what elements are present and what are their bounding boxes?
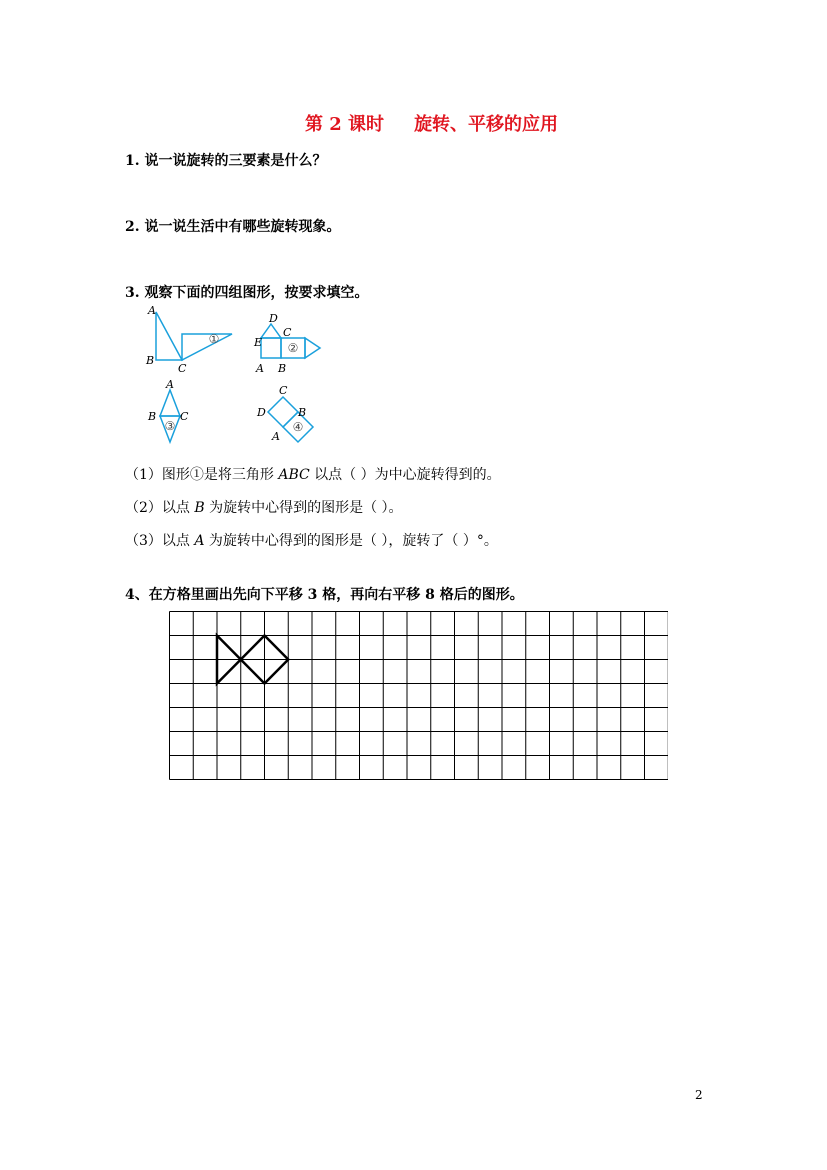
fig2-label-a: A — [256, 362, 264, 375]
question-2: 2. 说一说生活中有哪些旋转现象。 — [125, 219, 341, 235]
figure-3 — [160, 390, 180, 442]
subquestion-3-text-b: 为旋转中心得到的图形是（ ），旋转了（ ）°。 — [204, 533, 498, 549]
fig1-label-a: A — [148, 304, 156, 317]
fig2-label-c: C — [283, 326, 292, 339]
fig2-arrow — [305, 338, 320, 358]
subquestion-3 — [125, 530, 498, 550]
fig1-triangle-abc — [156, 312, 182, 360]
page-number: 2 — [695, 1088, 703, 1102]
question-1: 1. 说一说旋转的三要素是什么？ — [125, 153, 327, 169]
subquestion-1-text-b: 以点（ ）为中心旋转得到的。 — [309, 467, 501, 483]
subquestion-2 — [125, 497, 403, 517]
subquestion-2-text-b: 为旋转中心得到的图形是（ ）。 — [204, 500, 403, 516]
rotation-figures — [140, 302, 340, 452]
fig4-label-c: C — [279, 384, 288, 397]
fig2-number: ② — [287, 341, 299, 355]
subquestion-3-text-a: （3）以点 — [125, 533, 195, 549]
lesson-label: 第 2 课时 — [305, 114, 385, 135]
fig4-label-d: D — [257, 406, 266, 419]
page-title — [305, 110, 558, 136]
subquestion-1 — [125, 464, 501, 484]
fig2-label-d: D — [269, 312, 278, 325]
subquestion-3-var: A — [194, 533, 205, 549]
fig3-label-a: A — [166, 378, 174, 391]
subquestion-1-text-a: （1）图形①是将三角形 — [125, 467, 279, 483]
fig2-label-e: E — [254, 336, 263, 349]
fig4-label-b: B — [298, 406, 307, 419]
fig4-label-a: A — [272, 430, 280, 443]
question-3: 3. 观察下面的四组图形，按要求填空。 — [125, 285, 369, 301]
subquestion-2-var: B — [194, 500, 205, 516]
fig2-label-b: B — [278, 362, 287, 375]
fig3-label-b: B — [148, 410, 157, 423]
fig1-number: ① — [208, 332, 220, 346]
grid-lines — [170, 612, 669, 780]
fig1-rotated-triangle — [182, 334, 232, 360]
fig4-number: ④ — [292, 420, 304, 434]
fig1-label-c: C — [178, 362, 187, 375]
fig3-label-c: C — [180, 410, 189, 423]
lesson-topic: 旋转、平移的应用 — [414, 114, 559, 135]
subquestion-1-var: ABC — [278, 467, 310, 483]
fig3-triangle-top — [160, 390, 180, 416]
figure-1 — [156, 312, 232, 360]
fig2-square — [261, 338, 281, 358]
fig2-triangle — [261, 324, 281, 338]
fig1-label-b: B — [146, 354, 155, 367]
question-4: 4、在方格里画出先向下平移 3 格，再向右平移 8 格后的图形。 — [125, 587, 524, 603]
fig3-number: ③ — [164, 419, 176, 433]
subquestion-2-text-a: （2）以点 — [125, 500, 195, 516]
translation-grid — [168, 610, 668, 780]
